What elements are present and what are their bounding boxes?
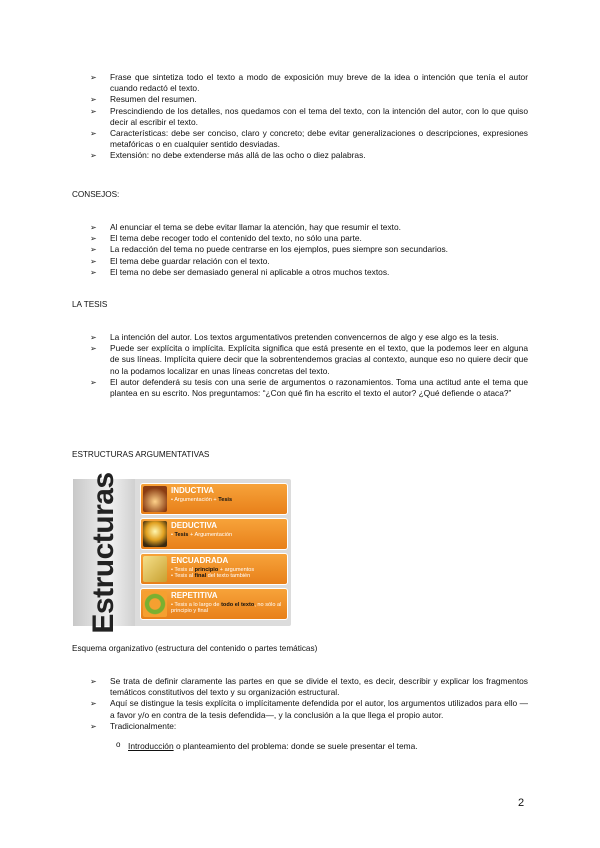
trophy-icon [143, 521, 167, 547]
consejos-item: ➢ Al enunciar el tema se debe evitar llamar la atención, hay que resumir el texto. [90, 222, 401, 232]
card-repetitiva-desc: • Tesis a lo largo de todo el texto, no sólo al principio y final [171, 602, 282, 615]
tesis-item: ➢ El autor defenderá su tesis con una serie de argumentos o razonamientos. Toma una actitud ante el tema que plantea en su escrito. Nos preguntamos: “¿Con qué fin ha escrito el texto el autor? ¿Qué defiende o ataca?” [90, 376, 528, 399]
arrow-bullet-icon: ➢ [90, 151, 97, 161]
esquema-item: ➢ Se trata de definir claramente las partes en que se divide el texto, es decir, describir y explicar los fragmentos temáticos constitutivos del texto y su organización estructural. [90, 676, 528, 698]
estructuras-vertical-title: Estructuras [73, 479, 135, 626]
tesis-list [88, 332, 528, 399]
card-repetitiva: REPETITIVA • Tesis a lo largo de todo el texto, no sólo al principio y final [140, 588, 288, 620]
arrow-bullet-icon: ➢ [90, 721, 97, 731]
arrow-bullet-icon: ➢ [90, 73, 97, 82]
esquema-caption: Esquema organizativo (estructura del contenido o partes temáticas) [72, 644, 318, 653]
intro-item: ➢ Extensión: no debe extenderse más allá de las ocho o diez palabras. [90, 150, 366, 161]
esquema-list [88, 676, 528, 732]
arrow-bullet-icon: ➢ [90, 333, 97, 342]
introduccion-link-text: Introducción [128, 741, 174, 751]
arrow-bullet-icon: ➢ [90, 699, 97, 709]
arrow-bullet-icon: ➢ [90, 256, 97, 266]
esquema-item: ➢ Aquí se distingue la tesis explícita o implícitamente defendida por el autor, los argumentos utilizados para ello —a favor y/o en contra de la tesis defendida—, y la conclusión a la que llega el propio autor. [90, 698, 528, 720]
consejos-item: ➢ El tema no debe ser demasiado general ni aplicable a otros muchos textos. [90, 266, 390, 277]
tesis-heading: LA TESIS [72, 300, 108, 309]
arrow-bullet-icon: ➢ [90, 377, 97, 387]
card-inductiva-desc: • Argumentación + Tesis [171, 497, 233, 503]
sub-item-introduccion: o Introducción o planteamiento del problema: donde se suele presentar el tema. [116, 740, 418, 751]
card-encuadrada: ENCUADRADA • Tesis al principio + argumentos • Tesis al final del texto también [140, 553, 288, 585]
arrow-bullet-icon: ➢ [90, 223, 97, 232]
tesis-item: ➢ La intención del autor. Los textos argumentativos pretenden convencernos de algo y ese algo es la tesis. [90, 332, 499, 342]
arrow-bullet-icon: ➢ [90, 245, 97, 255]
cycle-icon [143, 591, 167, 617]
intro-item: ➢ Resumen del resumen. [90, 94, 197, 105]
intro-item: ➢ Características: debe ser conciso, claro y concreto; debe evitar generalizaciones o descripciones, expresiones metafóricas o en cualquier sentido desviadas. [90, 128, 528, 150]
arrow-bullet-icon: ➢ [90, 344, 97, 354]
consejos-heading: CONSEJOS: [72, 190, 120, 199]
arrow-bullet-icon: ➢ [90, 95, 97, 105]
card-inductiva: INDUCTIVA • Argumentación + Tesis [140, 483, 288, 515]
arrow-bullet-icon: ➢ [90, 129, 97, 139]
consejos-list [88, 222, 528, 278]
person-icon [143, 486, 167, 512]
consejos-item: ➢ El tema debe guardar relación con el texto. [90, 255, 270, 266]
esquema-item: ➢ Tradicionalmente: [90, 720, 177, 731]
intro-list [88, 72, 528, 162]
intro-item: ➢ Frase que sintetiza todo el texto a modo de exposición muy breve de la idea o intención que tenía el autor cuando redactó el texto. [90, 72, 528, 94]
estructuras-heading: ESTRUCTURAS ARGUMENTATIVAS [72, 450, 210, 459]
estructuras-diagram [73, 472, 291, 634]
tesis-item: ➢ Puede ser explícita o implícita. Explícita significa que está presente en el texto, que la podemos leer en alguna de sus líneas. Implícita quiere decir que la sobrentendemos gracias al contexto, aunque eso no quiere decir que no la podamos localizar en unas líneas concretas del texto. [90, 343, 528, 376]
arrow-bullet-icon: ➢ [90, 106, 97, 116]
card-deductiva: DEDUCTIVA • Tesis + Argumentación [140, 518, 288, 550]
consejos-item: ➢ El tema debe recoger todo el contenido del texto, no sólo una parte. [90, 233, 362, 244]
card-encuadrada-desc: • Tesis al principio + argumentos • Tesis al final del texto también [171, 567, 255, 580]
arrow-bullet-icon: ➢ [90, 677, 97, 686]
card-deductiva-desc: • Tesis + Argumentación [171, 532, 233, 538]
page-number: 2 [518, 797, 525, 809]
arrow-bullet-icon: ➢ [90, 267, 97, 277]
intro-item: ➢ Prescindiendo de los detalles, nos quedamos con el tema del texto, con la intención del autor, con lo que quiso decir al escribir el texto. [90, 105, 528, 127]
figures-icon [143, 556, 167, 582]
arrow-bullet-icon: ➢ [90, 234, 97, 244]
consejos-item: ➢ La redacción del tema no puede centrarse en los ejemplos, pues siempre son secundarios. [90, 244, 448, 255]
